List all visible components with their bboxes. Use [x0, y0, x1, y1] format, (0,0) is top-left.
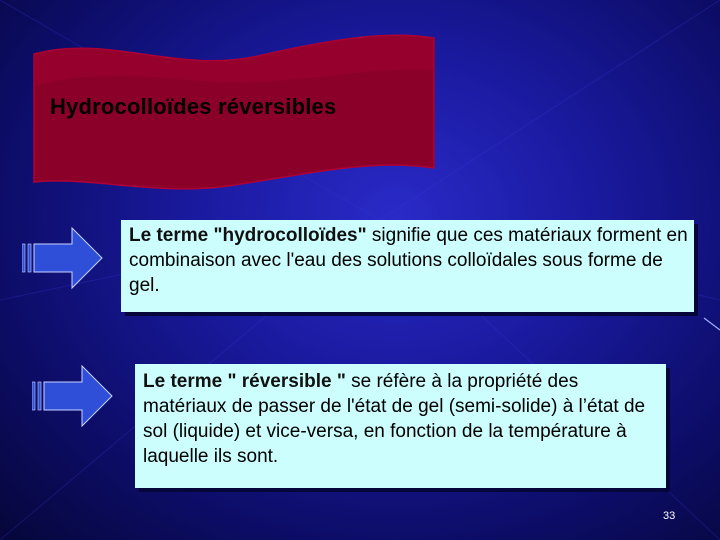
definition-box-reversible: [135, 364, 666, 488]
bullet-lead: Le terme " réversible ": [143, 371, 346, 392]
bullet-text: se réfère à la propriété des matériaux de passer de l'état de gel (semi-solide) à l’état de sol (liquide) et vice-versa, en fonction de la température à laquelle ils sont.: [143, 371, 646, 467]
bullet-lead: Le terme "hydrocolloïdes": [129, 225, 367, 246]
arrow-right-icon: [32, 364, 114, 428]
slide-title: Hydrocolloïdes réversibles: [50, 94, 337, 119]
bullet-text: signifie que ces matériaux forment en combinaison avec l'eau des solutions colloïdales sous forme de gel.: [129, 225, 688, 296]
definition-box-hydrocolloides: [121, 220, 694, 312]
page-number: 33: [663, 510, 676, 522]
arrow-right-icon: [22, 226, 104, 290]
